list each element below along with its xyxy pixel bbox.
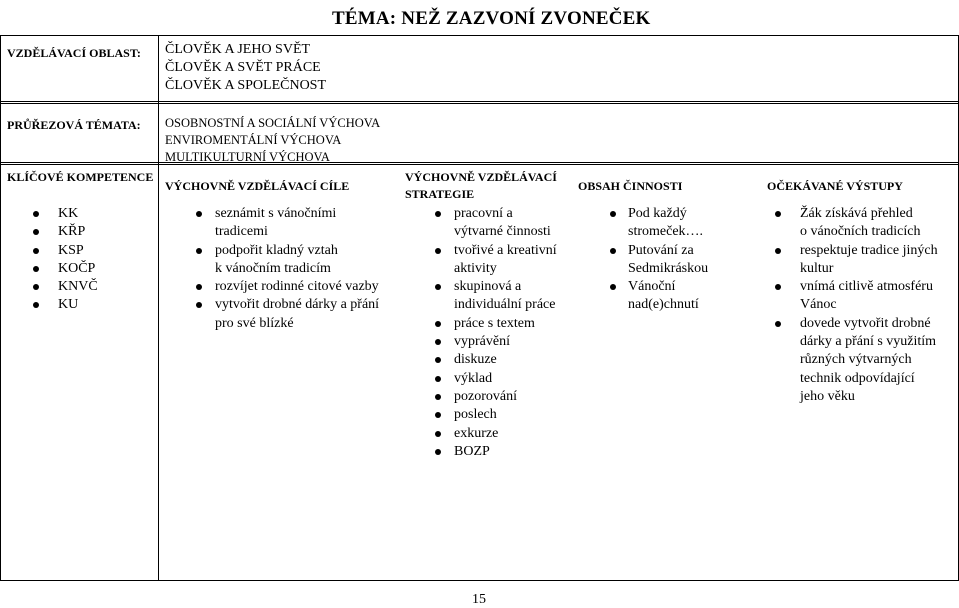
strategie-item: BOZP xyxy=(435,443,557,461)
vystupy-item-continued: jeho věku xyxy=(800,388,855,404)
vystupy-item-continued: kultur xyxy=(800,260,834,276)
cile-item-continued: k vánočním tradicím xyxy=(215,260,331,276)
table-divider-1b xyxy=(0,103,959,104)
strategie-item: poslech xyxy=(435,406,557,424)
vystupy-item: dovede vytvořit drobné xyxy=(775,315,938,333)
obsah-item-continued: stromeček…. xyxy=(628,224,704,240)
cile-item: seznámit s vánočními xyxy=(178,205,379,223)
header-strategie-line1: VÝCHOVNĚ VZDĚLÁVACÍ xyxy=(405,170,557,184)
table-border-left xyxy=(0,35,1,581)
vystupy-item: Žák získává přehled xyxy=(775,205,938,223)
page-title: TÉMA: NEŽ ZAZVONÍ ZVONEČEK xyxy=(332,8,651,29)
vzdelavaci-oblast-label: VZDĚLÁVACÍ OBLAST: xyxy=(7,46,141,60)
tema-item: MULTIKULTURNÍ VÝCHOVA xyxy=(165,150,330,164)
obsah-item-continued: nad(e)chnutí xyxy=(628,297,699,313)
header-vystupy: OČEKÁVANÉ VÝSTUPY xyxy=(767,179,903,193)
header-strategie xyxy=(405,169,557,203)
strategie-item-continued: individuální práce xyxy=(454,297,556,313)
vzdelavaci-oblast-list xyxy=(165,41,326,95)
kompetence-list xyxy=(33,205,98,315)
vystupy-item: vnímá citlivě atmosféru xyxy=(775,278,938,296)
prurezova-temata-list xyxy=(165,115,380,166)
vystupy-item-continued: Vánoc xyxy=(800,297,837,313)
obsah-item: Putování za xyxy=(610,242,708,260)
strategie-list xyxy=(435,205,557,461)
kompetence-item: KNVČ xyxy=(33,278,98,296)
obsah-item: Pod každý xyxy=(610,205,708,223)
header-cile: VÝCHOVNĚ VZDĚLÁVACÍ CÍLE xyxy=(165,179,350,193)
kompetence-item: KSP xyxy=(33,242,98,260)
header-strategie-line2: STRATEGIE xyxy=(405,187,475,201)
oblast-item: ČLOVĚK A JEHO SVĚT xyxy=(165,42,311,57)
table-divider-2b xyxy=(0,164,959,165)
table-border-bottom xyxy=(0,580,959,581)
strategie-item: pracovní a xyxy=(435,205,557,223)
cile-item: podpořit kladný vztah xyxy=(178,242,379,260)
prurezova-temata-label: PRŮŘEZOVÁ TÉMATA: xyxy=(7,118,141,132)
vystupy-item-continued: technik odpovídající xyxy=(800,370,915,386)
strategie-item: práce s textem xyxy=(435,315,557,333)
kompetence-item: KŘP xyxy=(33,223,98,241)
cile-item: vytvořit drobné dárky a přání xyxy=(178,296,379,314)
cile-list xyxy=(178,205,379,333)
table-border-top xyxy=(0,35,959,36)
strategie-item: vyprávění xyxy=(435,333,557,351)
header-obsah: OBSAH ČINNOSTI xyxy=(578,179,683,193)
page-number: 15 xyxy=(472,592,486,607)
obsah-item: Vánoční xyxy=(610,278,708,296)
vystupy-item-continued: o vánočních tradicích xyxy=(800,224,921,240)
oblast-item: ČLOVĚK A SVĚT PRÁCE xyxy=(165,60,321,75)
strategie-item: výklad xyxy=(435,370,557,388)
column-divider-1 xyxy=(158,35,159,581)
header-kompetence: KLÍČOVÉ KOMPETENCE xyxy=(7,170,154,184)
kompetence-item: KU xyxy=(33,296,98,314)
vystupy-item-continued: dárky a přání s využitím xyxy=(800,334,937,350)
strategie-item-continued: aktivity xyxy=(454,260,497,276)
strategie-item: pozorování xyxy=(435,388,557,406)
tema-item: ENVIROMENTÁLNÍ VÝCHOVA xyxy=(165,133,342,147)
strategie-item: exkurze xyxy=(435,425,557,443)
obsah-item-continued: Sedmikráskou xyxy=(628,260,709,276)
kompetence-item: KOČP xyxy=(33,260,98,278)
cile-item-continued: tradicemi xyxy=(215,224,268,240)
strategie-item: skupinová a xyxy=(435,278,557,296)
vystupy-list xyxy=(775,205,938,406)
obsah-list xyxy=(610,205,708,315)
strategie-item: diskuze xyxy=(435,351,557,369)
strategie-item: tvořivé a kreativní xyxy=(435,242,557,260)
vystupy-item-continued: různých výtvarných xyxy=(800,352,912,368)
table-divider-1 xyxy=(0,101,959,102)
tema-item: OSOBNOSTNÍ A SOCIÁLNÍ VÝCHOVA xyxy=(165,116,381,130)
table-divider-2 xyxy=(0,162,959,163)
cile-item: rozvíjet rodinné citové vazby xyxy=(178,278,379,296)
kompetence-item: KK xyxy=(33,205,98,223)
strategie-item-continued: výtvarné činnosti xyxy=(454,224,551,240)
cile-item-continued: pro své blízké xyxy=(215,315,294,331)
vystupy-item: respektuje tradice jiných xyxy=(775,242,938,260)
oblast-item: ČLOVĚK A SPOLEČNOST xyxy=(165,78,327,93)
